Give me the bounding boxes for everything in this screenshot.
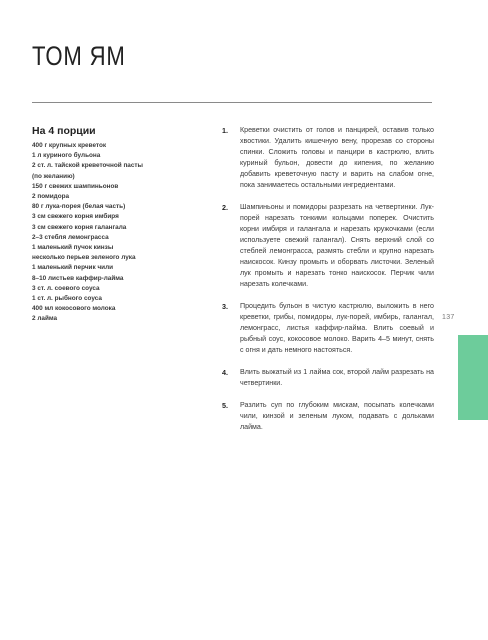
recipe-title: ТОМ ЯМ [32, 41, 126, 71]
ingredient-item: 1 ст. л. рыбного соуса [32, 295, 102, 303]
ingredient-item: 400 мл кокосового молока [32, 305, 116, 313]
ingredient-item: несколько перьев зеленого лука [32, 254, 136, 262]
ingredient-item: 150 г свежих шампиньонов [32, 182, 119, 190]
instruction-steps [222, 125, 434, 444]
ingredient-item: 2 ст. л. тайской креветочной пасты [32, 162, 143, 170]
step-number: 2. [222, 203, 228, 212]
ingredient-item: 1 л куриного бульона [32, 152, 101, 160]
step-number: 5. [222, 401, 228, 410]
step-item [222, 301, 434, 356]
step-number: 1. [222, 126, 228, 135]
step-item [222, 400, 434, 433]
ingredient-item: 1 маленький пучок кинзы [32, 244, 114, 252]
page-number: 137 [442, 314, 455, 321]
ingredient-item: 2–3 стебля лемонграсса [32, 233, 109, 241]
ingredient-list [32, 141, 207, 325]
step-text: Шампиньоны и помидоры разрезать на четвертинки. Лук-порей нарезать тонкими кольцами поперек. Очистить корни имбиря и галангала и нарезать кружочками (если используете свежий галангал). Снять верхний слой со стеблей лемонграсса, размять стебли и крупно нарезать наискосок. Кинзу промыть и оборвать листочки. Зеленый лук промыть и нарезать тонко наискосок. Перчик чили нарезать колечками. [240, 203, 434, 288]
ingredient-item: 400 г крупных креветок [32, 142, 107, 149]
ingredient-item: 1 маленький перчик чили [32, 264, 114, 272]
step-text: Креветки очистить от голов и панцирей, оставив только хвостики. Удалить кишечную вену, прорезав со стороны спинки. Сложить головы и панцири в кастрюлю, влить куриный бульон, довести до кипения, по желанию добавить креветочную пасту и варить на слабом огне, пока занимаетесь остальными ингредиентами. [240, 126, 434, 189]
chapter-color-tab [458, 335, 488, 420]
step-number: 3. [222, 302, 228, 311]
ingredient-item: (по желанию) [32, 172, 75, 180]
ingredients-section [32, 124, 207, 325]
ingredient-item: 8–10 листьев каффир-лайма [32, 274, 124, 282]
ingredient-item: 80 г лука-порея (белая часть) [32, 203, 126, 211]
ingredient-item: 3 см свежего корня имбиря [32, 213, 119, 221]
ingredient-item: 3 ст. л. соевого соуса [32, 284, 100, 292]
ingredient-item: 3 см свежего корня галангала [32, 223, 127, 231]
step-text: Разлить суп по глубоким мискам, посыпать колечками чили, кинзой и зеленым луком, подавать с дольками лайма. [240, 401, 434, 431]
servings-heading: На 4 порции [32, 125, 96, 137]
step-number: 4. [222, 368, 228, 377]
ingredient-item: 2 лайма [32, 315, 58, 323]
step-item [222, 202, 434, 290]
step-text: Влить выжатый из 1 лайма сок, второй лайм разрезать на четвертинки. [240, 368, 434, 387]
step-item [222, 125, 434, 191]
ingredient-item: 2 помидора [32, 193, 70, 201]
step-text: Процедить бульон в чистую кастрюлю, выложить в него креветки, грибы, помидоры, лук-порей, имбирь, галангал, лемонграсс, листья каффир-лайма. Влить соевый и рыбный соус, кокосовое молоко. Варить 4–5 минут, снять с огня и дать немного настояться. [240, 302, 434, 354]
step-item [222, 367, 434, 389]
title-divider [32, 102, 432, 103]
